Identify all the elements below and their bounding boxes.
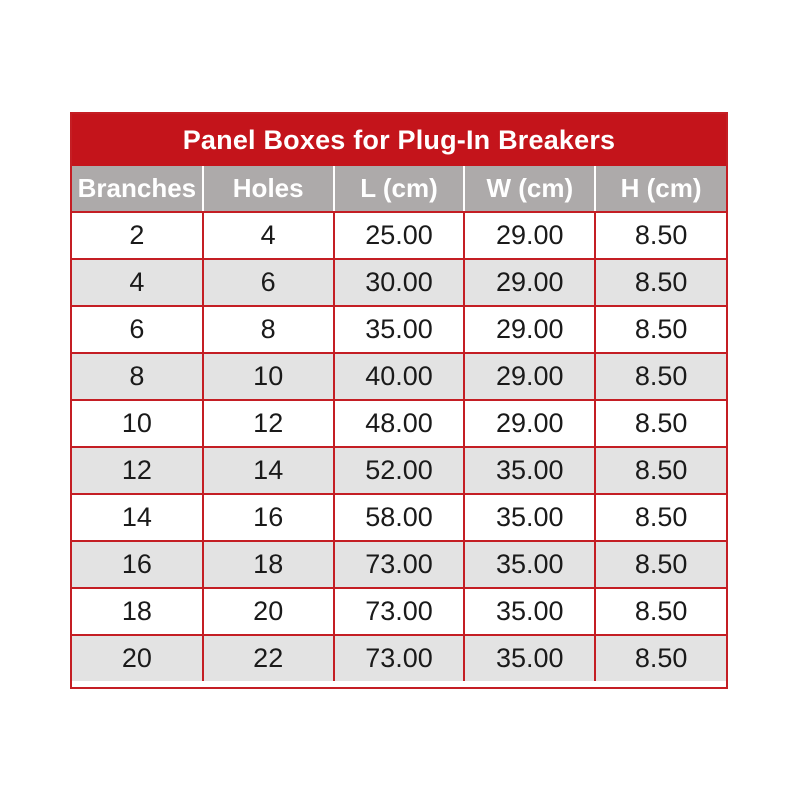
cell-branches: 16: [72, 541, 203, 588]
panel-box-table: [70, 112, 728, 689]
table-row: [72, 447, 726, 494]
cell-length: 73.00: [334, 588, 465, 635]
cell-holes: 22: [203, 635, 334, 681]
cell-holes: 6: [203, 259, 334, 306]
cell-branches: 12: [72, 447, 203, 494]
data-grid: [72, 166, 726, 681]
cell-branches: 20: [72, 635, 203, 681]
cell-holes: 8: [203, 306, 334, 353]
cell-branches: 14: [72, 494, 203, 541]
table-row: [72, 588, 726, 635]
cell-length: 48.00: [334, 400, 465, 447]
cell-width: 29.00: [464, 306, 595, 353]
header-height: H (cm): [595, 166, 726, 212]
cell-height: 8.50: [595, 306, 726, 353]
cell-height: 8.50: [595, 447, 726, 494]
cell-height: 8.50: [595, 541, 726, 588]
cell-length: 73.00: [334, 635, 465, 681]
cell-length: 73.00: [334, 541, 465, 588]
table-row: [72, 541, 726, 588]
cell-holes: 12: [203, 400, 334, 447]
header-row: [72, 166, 726, 212]
cell-holes: 10: [203, 353, 334, 400]
cell-branches: 10: [72, 400, 203, 447]
cell-branches: 18: [72, 588, 203, 635]
header-width: W (cm): [464, 166, 595, 212]
cell-height: 8.50: [595, 635, 726, 681]
header-branches: Branches: [72, 166, 203, 212]
cell-width: 29.00: [464, 400, 595, 447]
cell-height: 8.50: [595, 259, 726, 306]
table-row: [72, 212, 726, 259]
cell-length: 58.00: [334, 494, 465, 541]
cell-height: 8.50: [595, 588, 726, 635]
table-row: [72, 306, 726, 353]
cell-holes: 16: [203, 494, 334, 541]
cell-width: 35.00: [464, 635, 595, 681]
table-row: [72, 494, 726, 541]
cell-width: 29.00: [464, 212, 595, 259]
cell-length: 35.00: [334, 306, 465, 353]
table-title: Panel Boxes for Plug-In Breakers: [72, 114, 726, 166]
cell-height: 8.50: [595, 212, 726, 259]
cell-width: 35.00: [464, 447, 595, 494]
cell-branches: 4: [72, 259, 203, 306]
cell-length: 52.00: [334, 447, 465, 494]
cell-width: 35.00: [464, 541, 595, 588]
cell-length: 30.00: [334, 259, 465, 306]
cell-length: 40.00: [334, 353, 465, 400]
cell-branches: 2: [72, 212, 203, 259]
cell-branches: 8: [72, 353, 203, 400]
table-row: [72, 635, 726, 681]
cell-width: 35.00: [464, 588, 595, 635]
cell-holes: 20: [203, 588, 334, 635]
cell-height: 8.50: [595, 494, 726, 541]
cell-width: 29.00: [464, 353, 595, 400]
cell-height: 8.50: [595, 400, 726, 447]
table-row: [72, 259, 726, 306]
header-holes: Holes: [203, 166, 334, 212]
table-row: [72, 353, 726, 400]
cell-holes: 18: [203, 541, 334, 588]
cell-width: 35.00: [464, 494, 595, 541]
cell-branches: 6: [72, 306, 203, 353]
cell-holes: 4: [203, 212, 334, 259]
cell-height: 8.50: [595, 353, 726, 400]
header-length: L (cm): [334, 166, 465, 212]
table-body: [72, 212, 726, 681]
cell-length: 25.00: [334, 212, 465, 259]
cell-holes: 14: [203, 447, 334, 494]
table-row: [72, 400, 726, 447]
cell-width: 29.00: [464, 259, 595, 306]
